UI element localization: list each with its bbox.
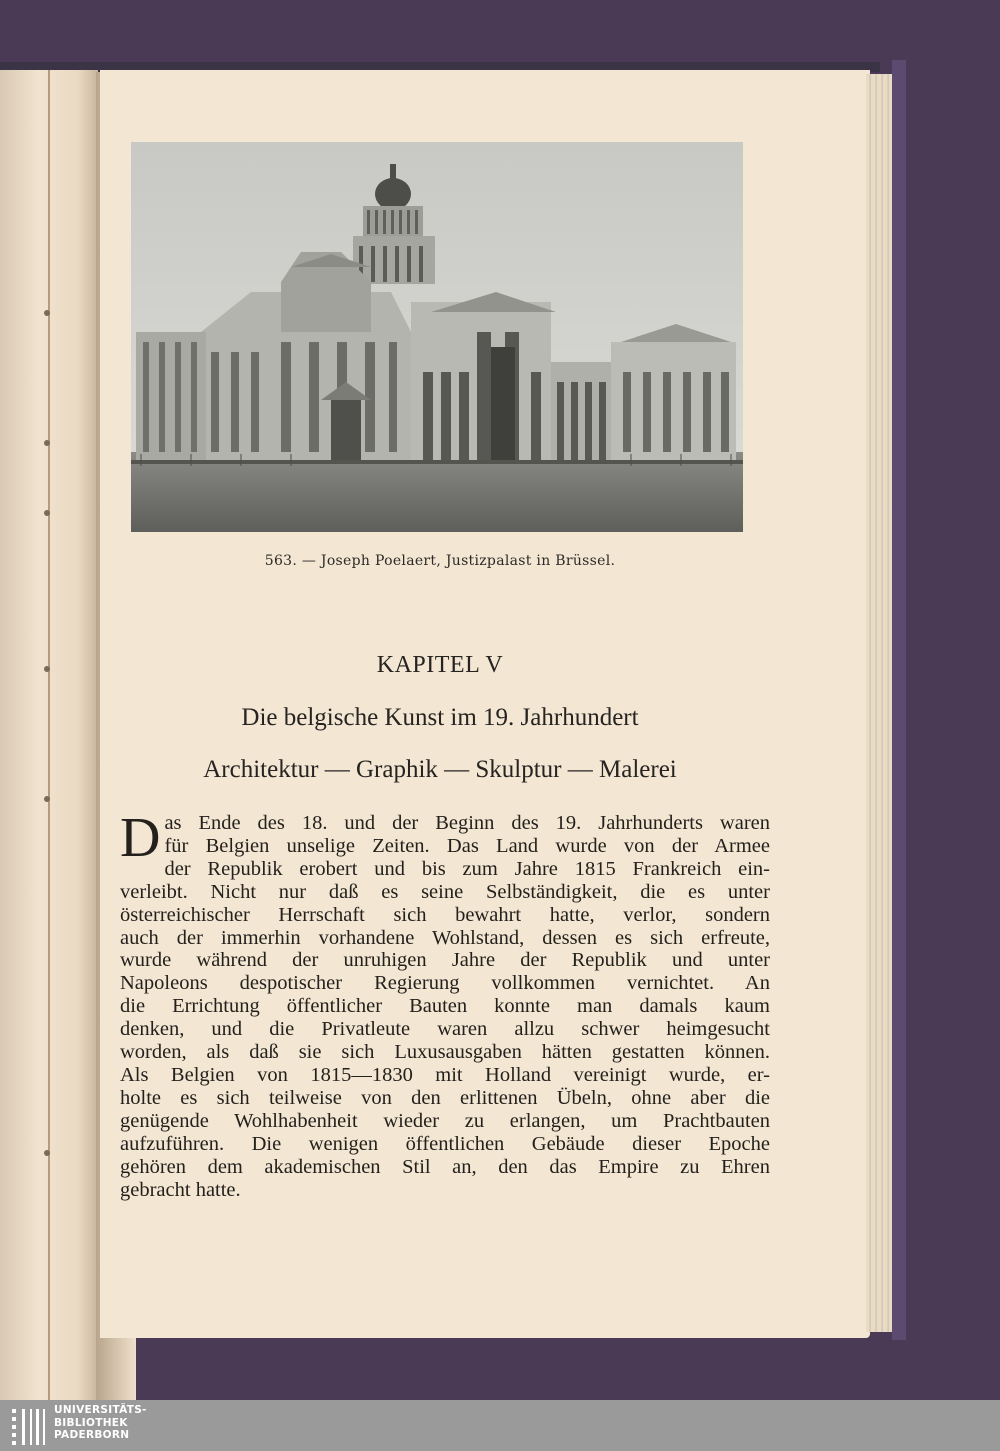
logo-line: BIBLIOTHEK xyxy=(54,1416,128,1429)
binding-stitch xyxy=(44,1150,50,1156)
text-line: worden, als daß sie sich Luxusausgaben hätten gestatten können. xyxy=(120,1041,770,1064)
figure-caption: 563. — Joseph Poelaert, Justizpalast in Brüssel. xyxy=(264,553,616,569)
text-line: denken, und die Privatleute waren allzu schwer heimgesucht xyxy=(120,1018,770,1041)
text-line: gehören dem akademischen Stil an, den das Empire zu Ehren xyxy=(120,1155,770,1178)
text-line: verleibt. Nicht nur daß es seine Selbständigkeit, die es unter xyxy=(120,880,770,903)
text-line: auch der immerhin vorhandene Wohlstand, dessen es sich erfreute, xyxy=(120,926,770,949)
binding-stitch xyxy=(44,510,50,516)
book-cover-edge xyxy=(892,60,906,1340)
text-line: gebracht hatte. xyxy=(120,1178,241,1201)
chapter-title: Die belgische Kunst im 19. Jahrhundert xyxy=(241,704,639,731)
library-logo-text xyxy=(54,1404,147,1442)
text-line: österreichischer Herrschaft sich bewahrt hatte, verlor, sondern xyxy=(120,903,770,926)
chapter-heading: KAPITEL V xyxy=(376,652,504,678)
body-paragraph xyxy=(120,807,770,1201)
left-page-fold xyxy=(48,70,50,1400)
text-line: genügende Wohlhabenheit wieder zu erlangen, um Prachtbauten xyxy=(120,1109,770,1132)
library-logo-icon xyxy=(10,1405,50,1447)
text-line: holte es sich teilweise von den erlittenen Übeln, ohne aber die xyxy=(120,1086,770,1109)
text-line: der Republik erobert und bis zum Jahre 1815 Frankreich ein- xyxy=(164,857,770,880)
left-page-edge xyxy=(0,70,98,1400)
justizpalast-photo xyxy=(131,142,743,532)
library-footer-bar xyxy=(0,1400,1000,1451)
binding-stitch xyxy=(44,310,50,316)
chapter-subtitle: Architektur — Graphik — Skulptur — Malerei xyxy=(203,756,677,783)
text-line: Als Belgien von 1815—1830 mit Holland vereinigt wurde, er- xyxy=(120,1063,770,1086)
text-line: aufzuführen. Die wenigen öffentlichen Gebäude dieser Epoche xyxy=(120,1132,770,1155)
page-stack-edge xyxy=(866,74,892,1332)
text-line: as Ende des 18. und der Beginn des 19. Jahrhunderts waren xyxy=(164,812,770,834)
drop-cap: D xyxy=(120,807,161,869)
logo-line: PADERBORN xyxy=(54,1429,130,1441)
text-line: für Belgien unselige Zeiten. Das Land wurde von der Armee xyxy=(164,834,770,857)
text-line: wurde während der unruhigen Jahre der Republik und unter xyxy=(120,949,770,972)
binding-stitch xyxy=(44,440,50,446)
text-line: die Errichtung öffentlicher Bauten konnte man damals kaum xyxy=(120,995,770,1018)
text-line: Napoleons despotischer Regierung vollkommen vernichtet. An xyxy=(120,972,770,995)
binding-stitch xyxy=(44,666,50,672)
logo-line: UNIVERSITÄTS- xyxy=(54,1404,147,1416)
binding-stitch xyxy=(44,796,50,802)
